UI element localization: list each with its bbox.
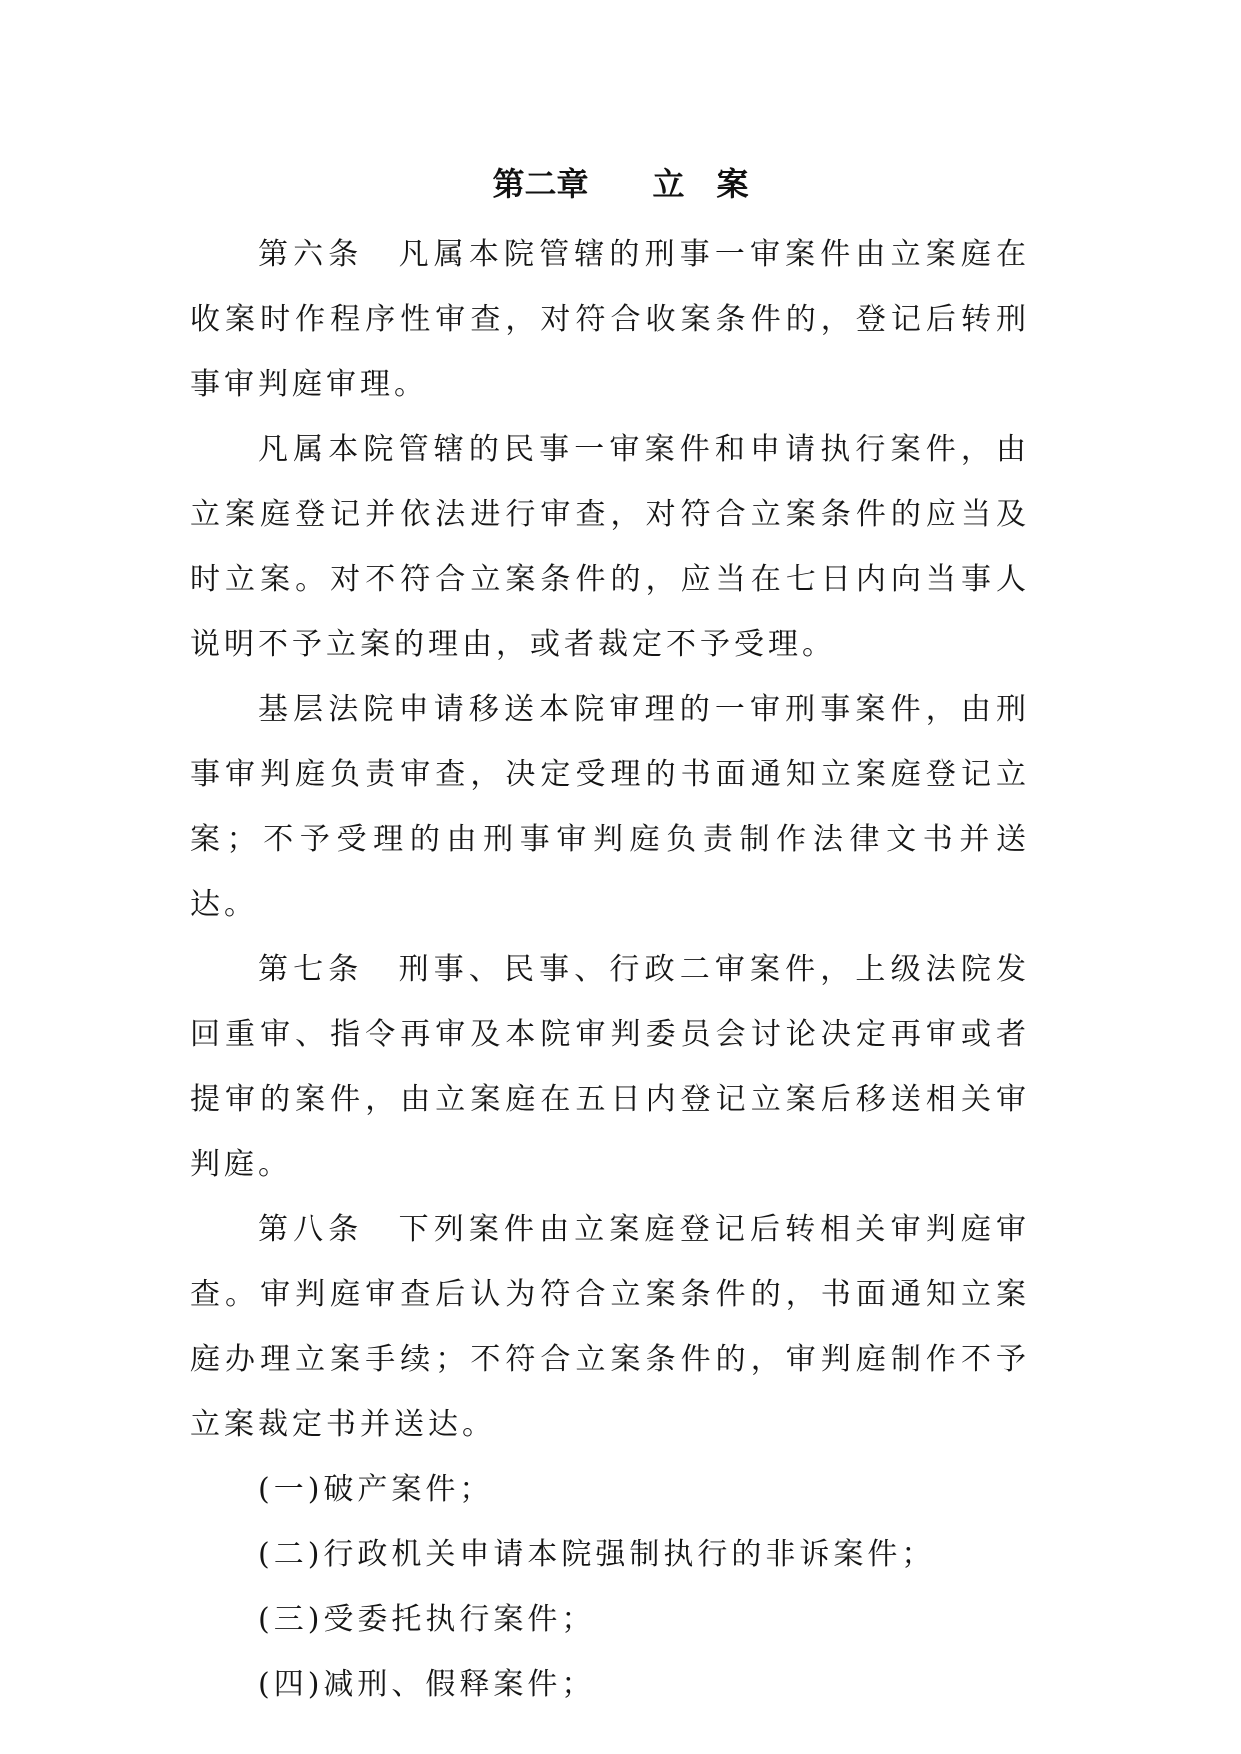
paragraph-article-7: 第七条 刑事、民事、行政二审案件，上级法院发回重审、指令再审及本院审判委员会讨论决定再审或者提审的案件，由立案庭在五日内登记立案后移送相关审判庭。 [190, 952, 1030, 1182]
chapter-title: 第二章 立 案 [492, 165, 749, 203]
list-item-bankruptcy: (一)破产案件； [258, 1472, 494, 1507]
list-item-entrusted-execution: (三)受委托执行案件； [258, 1602, 596, 1637]
document-body [190, 222, 1030, 1717]
list-item-non-litigation: (二)行政机关申请本院强制执行的非诉案件； [258, 1537, 936, 1572]
paragraph-article-8: 第八条 下列案件由立案庭登记后转相关审判庭审查。审判庭审查后认为符合立案条件的，书面通知立案庭办理立案手续；不符合立案条件的，审判庭制作不予立案裁定书并送达。 [190, 1212, 1030, 1442]
paragraph-article-6: 第六条 凡属本院管辖的刑事一审案件由立案庭在收案时作程序性审查，对符合收案条件的，登记后转刑事审判庭审理。 [190, 237, 1030, 402]
paragraph-civil-cases: 凡属本院管辖的民事一审案件和申请执行案件，由立案庭登记并依法进行审查，对符合立案条件的应当及时立案。对不符合立案条件的，应当在七日内向当事人说明不予立案的理由，或者裁定不予受理。 [190, 432, 1030, 662]
paragraph-transfer-cases: 基层法院申请移送本院审理的一审刑事案件，由刑事审判庭负责审查，决定受理的书面通知立案庭登记立案；不予受理的由刑事审判庭负责制作法律文书并送达。 [190, 692, 1030, 922]
list-item-commutation-parole: (四)减刑、假释案件； [258, 1667, 596, 1702]
